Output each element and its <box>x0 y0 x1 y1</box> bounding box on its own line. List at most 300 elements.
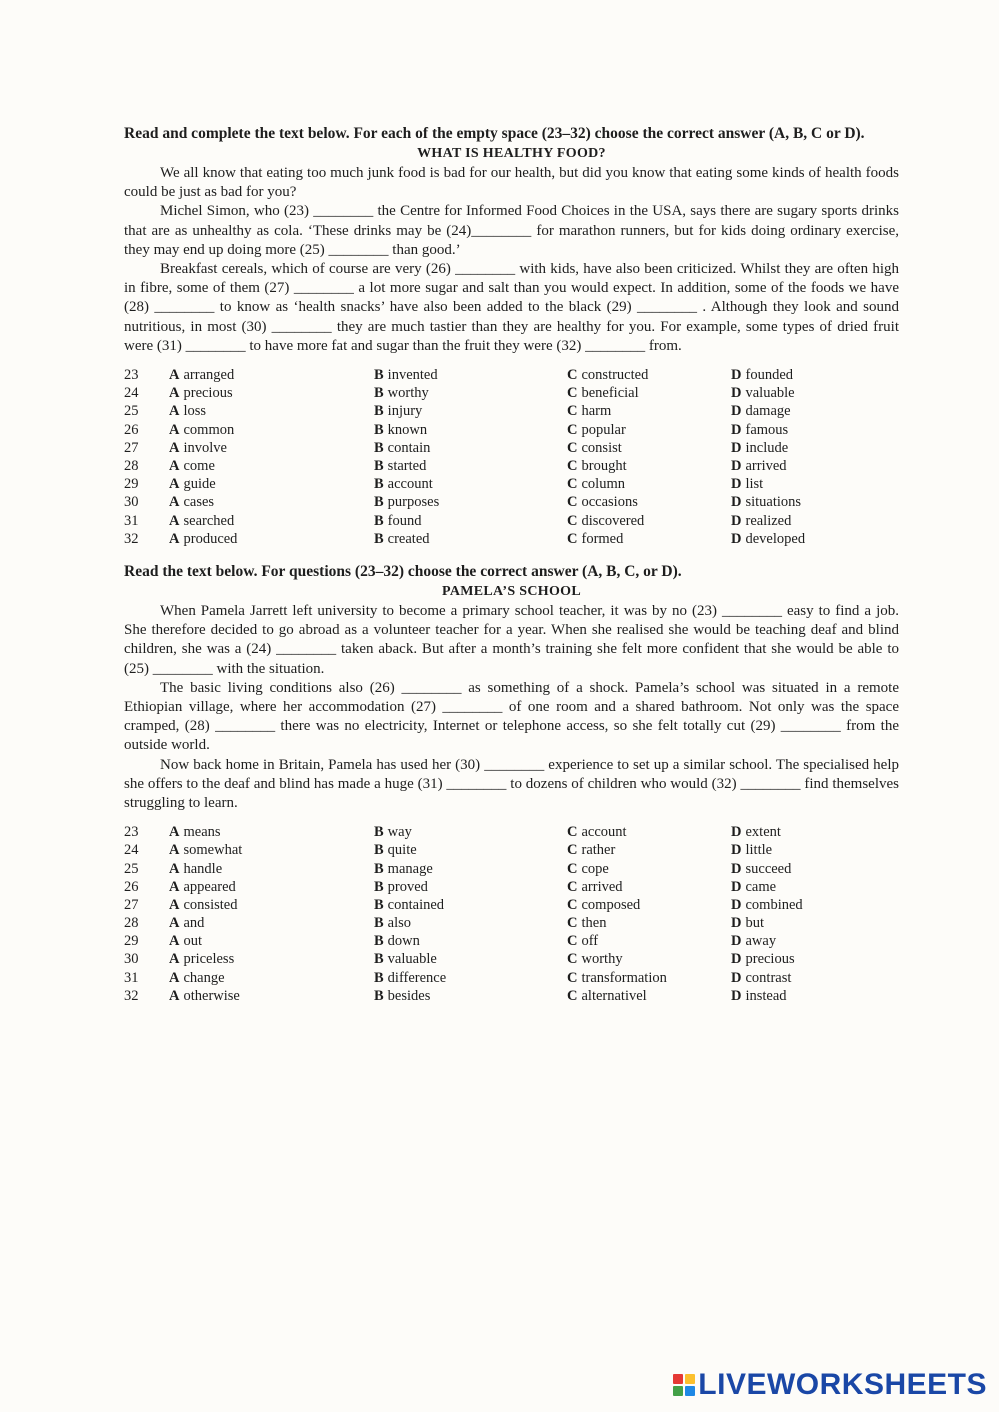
option-b <box>374 896 567 914</box>
option-c <box>567 841 731 859</box>
option-text: arrived <box>745 457 787 474</box>
option-text: instead <box>745 987 787 1004</box>
option-c <box>567 384 731 402</box>
option-b <box>374 530 567 548</box>
option-text: started <box>387 457 427 474</box>
option-d <box>731 932 803 950</box>
option-row <box>124 366 805 384</box>
option-letter: C <box>567 824 578 841</box>
option-text: harm <box>581 403 612 420</box>
option-text: means <box>183 824 221 841</box>
option-text: contain <box>387 439 431 456</box>
option-d <box>731 421 805 439</box>
section2-options-table <box>124 823 803 1005</box>
option-text: discovered <box>581 512 645 529</box>
option-b <box>374 402 567 420</box>
option-letter: C <box>567 439 578 456</box>
question-number: 30 <box>124 951 139 968</box>
option-text: realized <box>745 512 792 529</box>
option-letter: B <box>374 367 384 384</box>
option-d <box>731 860 803 878</box>
option-d <box>731 402 805 420</box>
section1-paragraph-2: Michel Simon, who (23) ________ the Centre for Informed Food Choices in the USA, says there are sugary sports drinks that are as unhealthy as cola. ‘These drinks may be (24)________ for marathon runners, but for kids doing ordinary exercise, they may end up doing more (25) ________ than good.’ <box>124 203 899 258</box>
option-letter: A <box>169 367 180 384</box>
option-letter: B <box>374 842 384 859</box>
option-c <box>567 823 731 841</box>
option-letter: A <box>169 403 180 420</box>
option-letter: A <box>169 530 180 547</box>
option-row <box>124 530 805 548</box>
question-number: 32 <box>124 987 139 1004</box>
option-text: occasions <box>581 494 638 511</box>
option-c <box>567 987 731 1005</box>
option-letter: B <box>374 494 384 511</box>
worksheet-page <box>124 124 899 1005</box>
logo-square-3 <box>673 1386 683 1396</box>
liveworksheets-logo-icon <box>673 1374 695 1396</box>
option-letter: C <box>567 896 578 913</box>
option-text: column <box>581 476 625 493</box>
option-letter: B <box>374 933 384 950</box>
option-letter: D <box>731 476 742 493</box>
option-a <box>169 384 374 402</box>
section1-options-table <box>124 366 805 548</box>
option-letter: C <box>567 367 578 384</box>
option-text: brought <box>581 457 627 474</box>
option-letter: C <box>567 842 578 859</box>
option-letter: A <box>169 896 180 913</box>
option-text: known <box>387 421 428 438</box>
option-letter: A <box>169 933 180 950</box>
question-number: 25 <box>124 403 139 420</box>
section1-paragraph-3: Breakfast cereals, which of course are very (26) ________ with kids, have also been criticized. Whilst they are often high in fibre, some of them (27) ________ a lot more sugar and salt than you would expect. In addition, some of the foods we have (28) ________ to know as ‘health snacks’ have also been added to the black (29) ________ . Although they look and sound nutritious, in most (30) ________ they are much tastier than they are healthy for you. For example, some types of dried fruit were (31) ________ to have more fat and sugar than the fruit they were (32) ________ from. <box>124 261 899 354</box>
option-text: produced <box>183 530 238 547</box>
option-letter: D <box>731 421 742 438</box>
option-text: injury <box>387 403 423 420</box>
option-letter: C <box>567 951 578 968</box>
question-number: 26 <box>124 421 139 438</box>
option-row <box>124 384 805 402</box>
question-number: 29 <box>124 933 139 950</box>
option-row <box>124 878 803 896</box>
option-letter: C <box>567 860 578 877</box>
option-letter: B <box>374 896 384 913</box>
option-row <box>124 950 803 968</box>
option-text: extent <box>745 824 781 841</box>
option-text: consisted <box>183 896 238 913</box>
option-b <box>374 969 567 987</box>
option-text: priceless <box>183 951 235 968</box>
option-letter: A <box>169 860 180 877</box>
option-c <box>567 860 731 878</box>
option-text: loss <box>183 403 207 420</box>
option-b <box>374 457 567 475</box>
option-text: common <box>183 421 235 438</box>
option-letter: D <box>731 457 742 474</box>
section1-title: WHAT IS HEALTHY FOOD? <box>417 146 606 161</box>
option-text: came <box>745 878 777 895</box>
option-b <box>374 932 567 950</box>
option-a <box>169 512 374 530</box>
question-number: 30 <box>124 494 139 511</box>
option-c <box>567 421 731 439</box>
option-b <box>374 493 567 511</box>
question-number: 31 <box>124 512 139 529</box>
option-letter: B <box>374 530 384 547</box>
option-letter: C <box>567 457 578 474</box>
option-a <box>169 914 374 932</box>
option-letter: C <box>567 933 578 950</box>
option-letter: B <box>374 860 384 877</box>
option-text: little <box>745 842 773 859</box>
option-text: succeed <box>745 860 792 877</box>
option-text: valuable <box>745 385 795 402</box>
liveworksheets-logo <box>673 1368 987 1402</box>
option-letter: B <box>374 915 384 932</box>
option-text: guide <box>183 476 216 493</box>
question-number: 25 <box>124 860 139 877</box>
option-text: valuable <box>387 951 437 968</box>
option-d <box>731 841 803 859</box>
option-text: include <box>745 439 789 456</box>
option-text: beneficial <box>581 385 639 402</box>
question-number: 28 <box>124 915 139 932</box>
question-number: 28 <box>124 457 139 474</box>
question-number: 26 <box>124 878 139 895</box>
option-d <box>731 457 805 475</box>
option-d <box>731 530 805 548</box>
option-text: quite <box>387 842 417 859</box>
option-text: worthy <box>387 385 429 402</box>
section-pamelas-school <box>124 562 899 1005</box>
question-number: 27 <box>124 439 139 456</box>
section2-paragraph-1: When Pamela Jarrett left university to become a primary school teacher, it was by no (23) ________ easy to find a job. She therefore decided to go abroad as a volunteer teacher for a year. When she realised she would be teaching deaf and blind children, she was a (24) ________ taken aback. But after a month’s training she felt more confident that she would be able to (25) ________ with the situation. <box>124 602 899 677</box>
option-text: proved <box>387 878 428 895</box>
option-d <box>731 366 805 384</box>
option-c <box>567 512 731 530</box>
option-text: developed <box>745 530 806 547</box>
option-letter: D <box>731 403 742 420</box>
option-letter: C <box>567 421 578 438</box>
option-b <box>374 878 567 896</box>
option-text: change <box>183 969 225 986</box>
option-d <box>731 969 803 987</box>
option-text: cope <box>581 860 609 877</box>
option-b <box>374 860 567 878</box>
option-row <box>124 860 803 878</box>
option-text: precious <box>745 951 795 968</box>
option-c <box>567 366 731 384</box>
option-row <box>124 512 805 530</box>
option-text: consist <box>581 439 622 456</box>
option-d <box>731 878 803 896</box>
option-c <box>567 402 731 420</box>
option-letter: A <box>169 878 180 895</box>
option-letter: C <box>567 969 578 986</box>
option-a <box>169 841 374 859</box>
option-d <box>731 512 805 530</box>
option-a <box>169 475 374 493</box>
option-text: transformation <box>581 969 667 986</box>
section2-instruction: Read the text below. For questions (23–32) choose the correct answer (A, B, C, or D). <box>124 562 682 580</box>
section-healthy-food <box>124 124 899 548</box>
option-d <box>731 914 803 932</box>
option-letter: B <box>374 951 384 968</box>
option-text: but <box>745 915 765 932</box>
option-text: difference <box>387 969 447 986</box>
option-row <box>124 402 805 420</box>
option-d <box>731 950 803 968</box>
option-d <box>731 987 803 1005</box>
option-a <box>169 366 374 384</box>
option-a <box>169 932 374 950</box>
option-letter: A <box>169 951 180 968</box>
option-row <box>124 439 805 457</box>
option-row <box>124 457 805 475</box>
option-c <box>567 969 731 987</box>
option-letter: D <box>731 530 742 547</box>
option-row <box>124 421 805 439</box>
logo-square-4 <box>685 1386 695 1396</box>
option-letter: A <box>169 842 180 859</box>
option-text: otherwise <box>183 987 240 1004</box>
option-text: handle <box>183 860 223 877</box>
option-letter: D <box>731 860 742 877</box>
option-letter: D <box>731 915 742 932</box>
option-letter: C <box>567 987 578 1004</box>
option-letter: A <box>169 824 180 841</box>
option-text: involve <box>183 439 227 456</box>
option-a <box>169 860 374 878</box>
option-b <box>374 987 567 1005</box>
section2-paragraph-2: The basic living conditions also (26) ________ as something of a shock. Pamela’s school was situated in a remote Ethiopian village, where her accommodation (27) ________ of one room and a shared bathroom. Not only was the space cramped, (28) ________ there was no electricity, Internet or telephone access, so she felt totally cut (29) ________ from the outside world. <box>124 679 899 754</box>
option-text: out <box>183 933 203 950</box>
option-c <box>567 932 731 950</box>
option-text: precious <box>183 385 233 402</box>
option-text: purposes <box>387 494 440 511</box>
option-text: found <box>387 512 422 529</box>
option-b <box>374 421 567 439</box>
option-text: besides <box>387 987 431 1004</box>
option-letter: D <box>731 842 742 859</box>
section2-title: PAMELA’S SCHOOL <box>442 583 581 599</box>
option-text: damage <box>745 403 791 420</box>
option-text: situations <box>745 494 802 511</box>
option-text: invented <box>387 367 438 384</box>
option-b <box>374 823 567 841</box>
option-letter: C <box>567 530 578 547</box>
option-letter: B <box>374 824 384 841</box>
option-text: account <box>387 476 433 493</box>
option-letter: A <box>169 439 180 456</box>
option-text: rather <box>581 842 616 859</box>
option-text: popular <box>581 421 626 438</box>
option-letter: D <box>731 385 742 402</box>
option-a <box>169 878 374 896</box>
logo-square-1 <box>673 1374 683 1384</box>
option-b <box>374 384 567 402</box>
option-letter: A <box>169 512 180 529</box>
option-row <box>124 841 803 859</box>
option-a <box>169 457 374 475</box>
option-c <box>567 493 731 511</box>
option-text: contained <box>387 896 445 913</box>
logo-square-2 <box>685 1374 695 1384</box>
option-letter: C <box>567 385 578 402</box>
option-text: account <box>581 824 627 841</box>
option-b <box>374 366 567 384</box>
option-d <box>731 384 805 402</box>
option-letter: D <box>731 367 742 384</box>
option-letter: B <box>374 987 384 1004</box>
option-row <box>124 914 803 932</box>
option-c <box>567 530 731 548</box>
question-number: 29 <box>124 476 139 493</box>
option-letter: D <box>731 439 742 456</box>
option-d <box>731 439 805 457</box>
option-letter: B <box>374 403 384 420</box>
option-text: combined <box>745 896 803 913</box>
option-letter: C <box>567 403 578 420</box>
option-letter: B <box>374 385 384 402</box>
option-letter: B <box>374 439 384 456</box>
logo-text: LIVEWORKSHEETS <box>698 1368 987 1401</box>
option-letter: B <box>374 969 384 986</box>
option-a <box>169 987 374 1005</box>
option-text: come <box>183 457 215 474</box>
option-b <box>374 475 567 493</box>
option-letter: A <box>169 421 180 438</box>
section2-paragraph-3: Now back home in Britain, Pamela has used her (30) ________ experience to set up a similar school. The specialised help she offers to the deaf and blind has made a huge (31) ________ to dozens of children who would (32) ________ find themselves struggling to learn. <box>124 756 899 811</box>
option-text: famous <box>745 421 789 438</box>
option-letter: A <box>169 987 180 1004</box>
option-letter: A <box>169 494 180 511</box>
option-a <box>169 493 374 511</box>
option-text: constructed <box>581 367 649 384</box>
option-text: composed <box>581 896 641 913</box>
option-row <box>124 932 803 950</box>
option-text: then <box>581 915 607 932</box>
option-c <box>567 914 731 932</box>
option-c <box>567 950 731 968</box>
option-a <box>169 823 374 841</box>
option-d <box>731 475 805 493</box>
question-number: 32 <box>124 530 139 547</box>
option-text: created <box>387 530 430 547</box>
option-letter: B <box>374 476 384 493</box>
option-letter: C <box>567 915 578 932</box>
option-a <box>169 530 374 548</box>
option-a <box>169 421 374 439</box>
option-text: appeared <box>183 878 236 895</box>
option-text: formed <box>581 530 624 547</box>
question-number: 31 <box>124 969 139 986</box>
option-b <box>374 512 567 530</box>
option-text: manage <box>387 860 433 877</box>
option-row <box>124 896 803 914</box>
option-letter: D <box>731 494 742 511</box>
option-text: list <box>745 476 764 493</box>
option-row <box>124 475 805 493</box>
option-letter: D <box>731 951 742 968</box>
option-letter: D <box>731 933 742 950</box>
section1-paragraph-1: We all know that eating too much junk food is bad for our health, but did you know that eating some kinds of health foods could be just as bad for you? <box>124 165 899 201</box>
option-text: off <box>581 933 599 950</box>
option-letter: C <box>567 476 578 493</box>
option-a <box>169 439 374 457</box>
section1-instruction: Read and complete the text below. For each of the empty space (23–32) choose the correct answer (A, B, C or D). <box>124 125 865 142</box>
option-a <box>169 969 374 987</box>
option-text: cases <box>183 494 215 511</box>
option-c <box>567 878 731 896</box>
option-letter: D <box>731 878 742 895</box>
question-number: 24 <box>124 385 139 402</box>
option-b <box>374 914 567 932</box>
option-text: worthy <box>581 951 623 968</box>
option-c <box>567 475 731 493</box>
option-d <box>731 896 803 914</box>
option-row <box>124 987 803 1005</box>
option-row <box>124 493 805 511</box>
option-letter: A <box>169 969 180 986</box>
option-row <box>124 969 803 987</box>
option-letter: A <box>169 385 180 402</box>
option-letter: C <box>567 878 578 895</box>
option-text: founded <box>745 367 793 384</box>
option-d <box>731 493 805 511</box>
option-text: arrived <box>581 878 623 895</box>
option-text: also <box>387 915 412 932</box>
option-text: alternativel <box>581 987 647 1004</box>
question-number: 23 <box>124 367 139 384</box>
option-b <box>374 841 567 859</box>
option-letter: D <box>731 512 742 529</box>
question-number: 27 <box>124 896 139 913</box>
option-text: down <box>387 933 420 950</box>
option-letter: A <box>169 476 180 493</box>
option-letter: A <box>169 457 180 474</box>
option-letter: B <box>374 512 384 529</box>
option-text: away <box>745 933 777 950</box>
option-letter: D <box>731 969 742 986</box>
option-a <box>169 950 374 968</box>
option-letter: D <box>731 896 742 913</box>
option-text: way <box>387 824 412 841</box>
option-c <box>567 896 731 914</box>
option-text: somewhat <box>183 842 243 859</box>
option-letter: B <box>374 878 384 895</box>
question-number: 23 <box>124 824 139 841</box>
option-b <box>374 950 567 968</box>
option-row <box>124 823 803 841</box>
option-text: and <box>183 915 205 932</box>
option-letter: D <box>731 824 742 841</box>
option-letter: C <box>567 494 578 511</box>
option-text: arranged <box>183 367 235 384</box>
option-c <box>567 439 731 457</box>
option-a <box>169 896 374 914</box>
option-letter: B <box>374 421 384 438</box>
option-text: searched <box>183 512 235 529</box>
option-letter: D <box>731 987 742 1004</box>
option-letter: C <box>567 512 578 529</box>
option-letter: A <box>169 915 180 932</box>
question-number: 24 <box>124 842 139 859</box>
option-d <box>731 823 803 841</box>
option-letter: B <box>374 457 384 474</box>
option-a <box>169 402 374 420</box>
option-c <box>567 457 731 475</box>
